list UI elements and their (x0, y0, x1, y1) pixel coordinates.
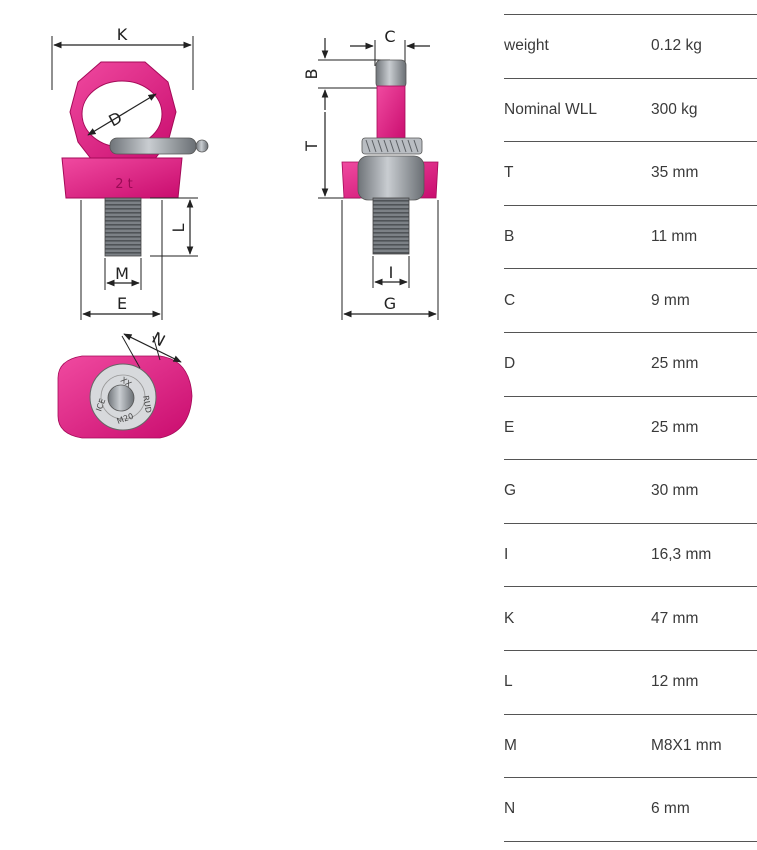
spec-row (504, 142, 757, 206)
side-view (302, 27, 438, 320)
dim-label-n: N (148, 327, 169, 351)
spec-row (504, 778, 757, 842)
spec-row (504, 332, 757, 396)
bolt-shank (105, 198, 141, 256)
spec-label: weight (504, 15, 651, 79)
spec-label: T (504, 142, 651, 206)
spec-row (504, 523, 757, 587)
top-pin-head (108, 385, 134, 411)
dim-label-i: I (388, 263, 394, 282)
top-view (58, 328, 192, 438)
spec-label: D (504, 332, 651, 396)
spec-value: 16,3 mm (651, 523, 757, 587)
embossing-load: 2 t (115, 177, 133, 192)
spec-row (504, 15, 757, 79)
dim-label-t: T (302, 141, 321, 151)
spec-label: Nominal WLL (504, 78, 651, 142)
side-bolt (373, 198, 409, 254)
spec-label: K (504, 587, 651, 651)
spec-value: 25 mm (651, 396, 757, 460)
spec-value: 11 mm (651, 205, 757, 269)
spec-row (504, 396, 757, 460)
eye-profile-top (376, 60, 406, 88)
spec-value: 30 mm (651, 460, 757, 524)
spec-label: L (504, 650, 651, 714)
front-view (52, 25, 208, 320)
locking-pin (110, 138, 196, 154)
spec-label: I (504, 523, 651, 587)
spec-value: 6 mm (651, 778, 757, 842)
marking-xx: XX (118, 375, 134, 389)
dim-label-e: E (116, 294, 128, 313)
marking-ice: ICE (94, 397, 108, 413)
spec-label: C (504, 269, 651, 333)
dim-label-g: G (383, 294, 397, 313)
marking-rud: RUD (141, 394, 153, 414)
spec-row (504, 205, 757, 269)
spec-label: B (504, 205, 651, 269)
side-bushing (358, 156, 424, 200)
spec-value: 9 mm (651, 269, 757, 333)
spec-value: 35 mm (651, 142, 757, 206)
marking-m20: M20 (115, 411, 135, 426)
spec-value: 0.12 kg (651, 15, 757, 79)
dim-label-b: B (302, 68, 321, 80)
spec-row (504, 714, 757, 778)
spec-label: G (504, 460, 651, 524)
spec-row (504, 650, 757, 714)
spec-label: E (504, 396, 651, 460)
dim-label-k: K (116, 25, 128, 44)
spec-row (504, 78, 757, 142)
spec-value: 47 mm (651, 587, 757, 651)
spec-label: N (504, 778, 651, 842)
spec-row (504, 587, 757, 651)
spec-table (504, 14, 757, 842)
technical-drawings (0, 0, 480, 470)
spec-value: M8X1 mm (651, 714, 757, 778)
spec-label: M (504, 714, 651, 778)
dim-label-m: M (115, 264, 129, 283)
dim-label-c: C (384, 27, 396, 46)
dim-label-l: L (169, 223, 188, 233)
spec-row (504, 269, 757, 333)
spec-row (504, 460, 757, 524)
spec-value: 25 mm (651, 332, 757, 396)
spec-value: 12 mm (651, 650, 757, 714)
spec-value: 300 kg (651, 78, 757, 142)
dim-label-d: D (105, 107, 126, 131)
eye-profile-stem (377, 86, 405, 142)
